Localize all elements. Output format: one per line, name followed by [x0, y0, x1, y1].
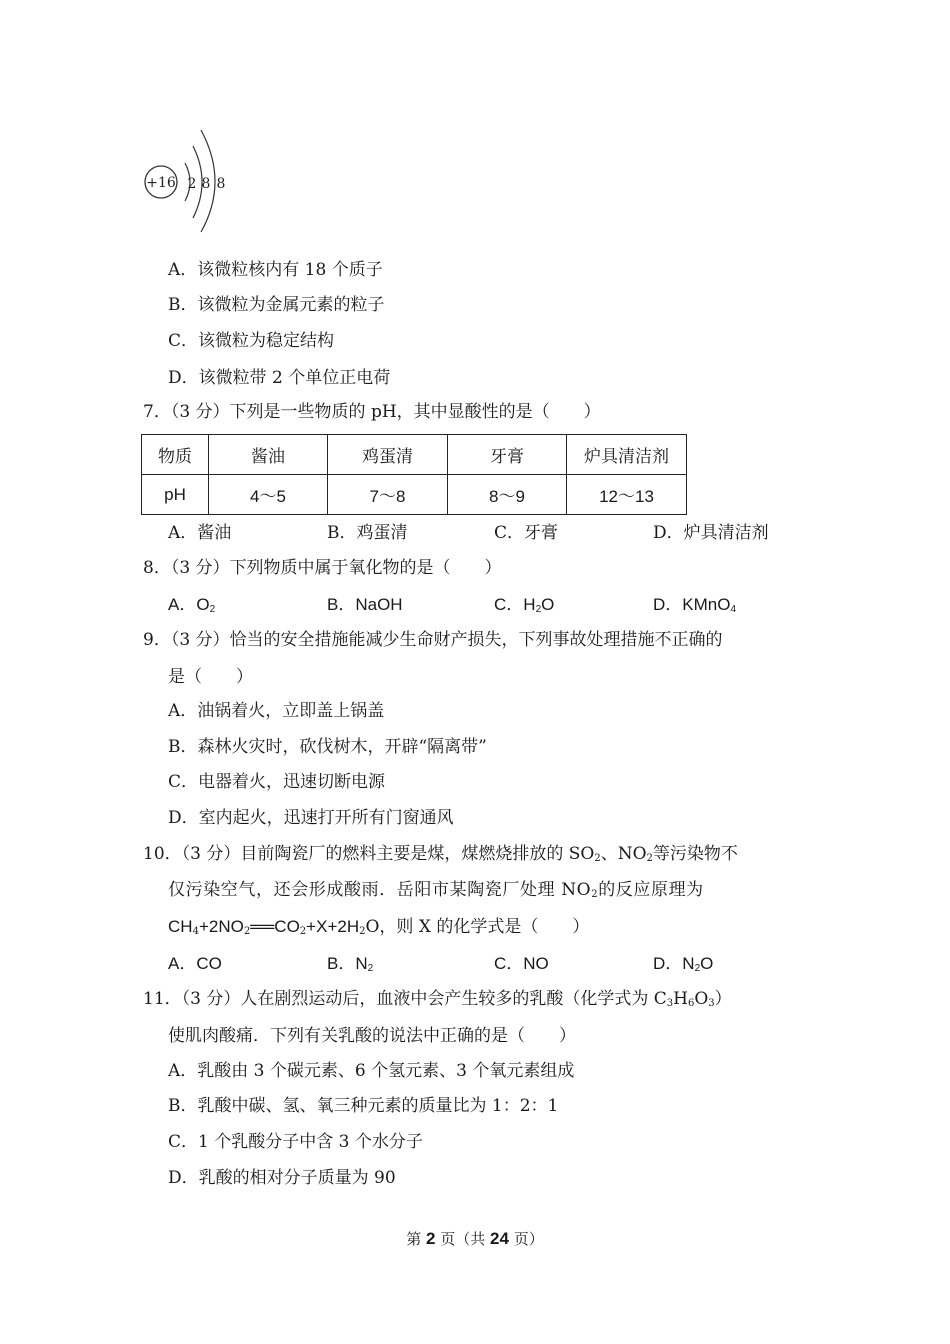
q10-option-a: A．CO [168, 954, 222, 973]
total-pages: 24 [490, 1229, 509, 1248]
page-footer [0, 1228, 950, 1249]
q11-option-c: C．1 个乳酸分子中含 3 个水分子 [168, 1132, 423, 1152]
footer-text: 页（共 [435, 1230, 491, 1248]
q9-option-c: C．电器着火，迅速切断电源 [168, 772, 386, 792]
stem-text: O [694, 989, 709, 1009]
q7-option-d: D．炉具清洁剂 [653, 523, 769, 543]
table-cell: 4～5 [209, 475, 328, 515]
q10-option-c: C．NO [494, 954, 549, 973]
formula-subscript: 2 [299, 926, 307, 937]
q9-stem-line1: 9．（3 分）恰当的安全措施能减少生命财产损失，下列事故处理措施不正确的 [143, 630, 723, 650]
formula-subscript: 2 [646, 853, 653, 864]
footer-text: 第 [406, 1230, 427, 1248]
stem-text: 的反应原理为 [598, 880, 704, 900]
formula-text: O [700, 954, 714, 973]
ph-table-header-row [142, 435, 687, 475]
formula-text: +X+2H [306, 917, 360, 936]
shell-electrons-2: 8 [201, 176, 211, 192]
q6-option-c: C．该微粒为稳定结构 [168, 331, 335, 351]
q6-option-d: D．该微粒带 2 个单位正电荷 [168, 368, 391, 388]
table-cell: 7～8 [328, 475, 448, 515]
q10-stem-line2 [168, 878, 704, 902]
q8-option-c [494, 593, 554, 617]
q8-option-d [653, 593, 736, 617]
atom-structure-diagram [143, 128, 233, 233]
q8-option-a [168, 593, 215, 617]
formula-subscript: 2 [243, 926, 251, 937]
q7-stem: 7．（3 分）下列是一些物质的 pH，其中显酸性的是（ ） [143, 402, 601, 422]
formula-text: A．O [168, 595, 210, 614]
formula-subscript: 2 [209, 604, 216, 615]
q10-equation [168, 915, 589, 939]
q10-option-b [327, 952, 373, 976]
stem-text: O，则 X 的化学式是（ ） [365, 917, 590, 937]
q9-option-a: A．油锅着火，立即盖上锅盖 [168, 701, 385, 721]
q9-option-b: B．森林火灾时，砍伐树木，开辟“隔离带” [168, 737, 487, 757]
formula-subscript: 3 [666, 998, 674, 1009]
q9-stem-line2: 是（ ） [168, 667, 253, 687]
formula-text: C．H [494, 595, 536, 614]
formula-text: D．N [653, 954, 695, 973]
stem-text: 10．（3 分）目前陶瓷厂的燃料主要是煤，煤燃烧排放的 SO [143, 844, 595, 864]
shell-electrons-1: 2 [187, 176, 197, 192]
formula-subscript: 4 [192, 926, 199, 937]
q9-option-d: D．室内起火，迅速打开所有门窗通风 [168, 808, 454, 828]
q11-option-b: B．乳酸中碳、氢、氧三种元素的质量比为 1：2：1 [168, 1096, 559, 1116]
table-cell: 牙膏 [448, 435, 567, 475]
formula-subscript: 4 [730, 604, 737, 615]
formula-text: B．N [327, 954, 368, 973]
q11-stem-line2: 使肌肉酸痛．下列有关乳酸的说法中正确的是（ ） [168, 1026, 576, 1046]
stem-text: 11．（3 分）人在剧烈运动后，血液中会产生较多的乳酸（化学式为 C [143, 989, 667, 1009]
q6-option-a: A．该微粒核内有 18 个质子 [168, 260, 383, 280]
footer-text: 页） [508, 1230, 544, 1248]
page-number: 2 [426, 1229, 436, 1248]
stem-text: H [673, 989, 688, 1009]
formula-subscript: 3 [708, 998, 715, 1009]
q10-stem-line1 [143, 842, 738, 866]
stem-text: 等污染物不 [652, 844, 738, 864]
q11-option-d: D．乳酸的相对分子质量为 90 [168, 1168, 396, 1188]
table-cell: 炉具清洁剂 [567, 435, 687, 475]
q10-option-d [653, 952, 713, 976]
nucleus-charge: +16 [146, 175, 176, 191]
formula-subscript: 2 [535, 604, 542, 615]
q7-option-a: A．酱油 [168, 523, 232, 543]
stem-text: ） [714, 989, 732, 1009]
table-cell: 8～9 [448, 475, 567, 515]
formula-subscript: 2 [367, 963, 374, 974]
q11-option-a: A．乳酸由 3 个碳元素、6 个氢元素、3 个氧元素组成 [168, 1061, 575, 1081]
q8-stem: 8．（3 分）下列物质中属于氧化物的是（ ） [143, 558, 502, 578]
formula-subscript: 2 [359, 926, 366, 937]
table-cell: 12～13 [567, 475, 687, 515]
q11-stem-line1 [143, 987, 732, 1011]
formula-subscript: 6 [687, 998, 695, 1009]
formula-text: D．KMnO [653, 595, 731, 614]
formula-text: +2NO [198, 917, 244, 936]
formula-text: CH [168, 917, 193, 936]
formula-text: ══CO [250, 917, 300, 936]
table-cell: pH [142, 475, 209, 515]
formula-text: O [541, 595, 555, 614]
shell-electrons-3: 8 [216, 176, 226, 192]
table-cell: 物质 [142, 435, 209, 475]
q8-option-b: B．NaOH [327, 595, 403, 614]
formula-subscript: 2 [594, 853, 601, 864]
ph-table-value-row [142, 475, 687, 515]
table-cell: 鸡蛋清 [328, 435, 448, 475]
formula-subscript: 2 [591, 889, 599, 900]
table-cell: 酱油 [209, 435, 328, 475]
q6-option-b: B．该微粒为金属元素的粒子 [168, 295, 385, 315]
ph-table [141, 434, 687, 515]
q7-option-c: C．牙膏 [494, 523, 559, 543]
formula-subscript: 2 [694, 963, 701, 974]
stem-text: 、NO [600, 844, 647, 864]
stem-text: 仅污染空气，还会形成酸雨．岳阳市某陶瓷厂处理 NO [168, 880, 592, 900]
q7-option-b: B．鸡蛋清 [327, 523, 408, 543]
